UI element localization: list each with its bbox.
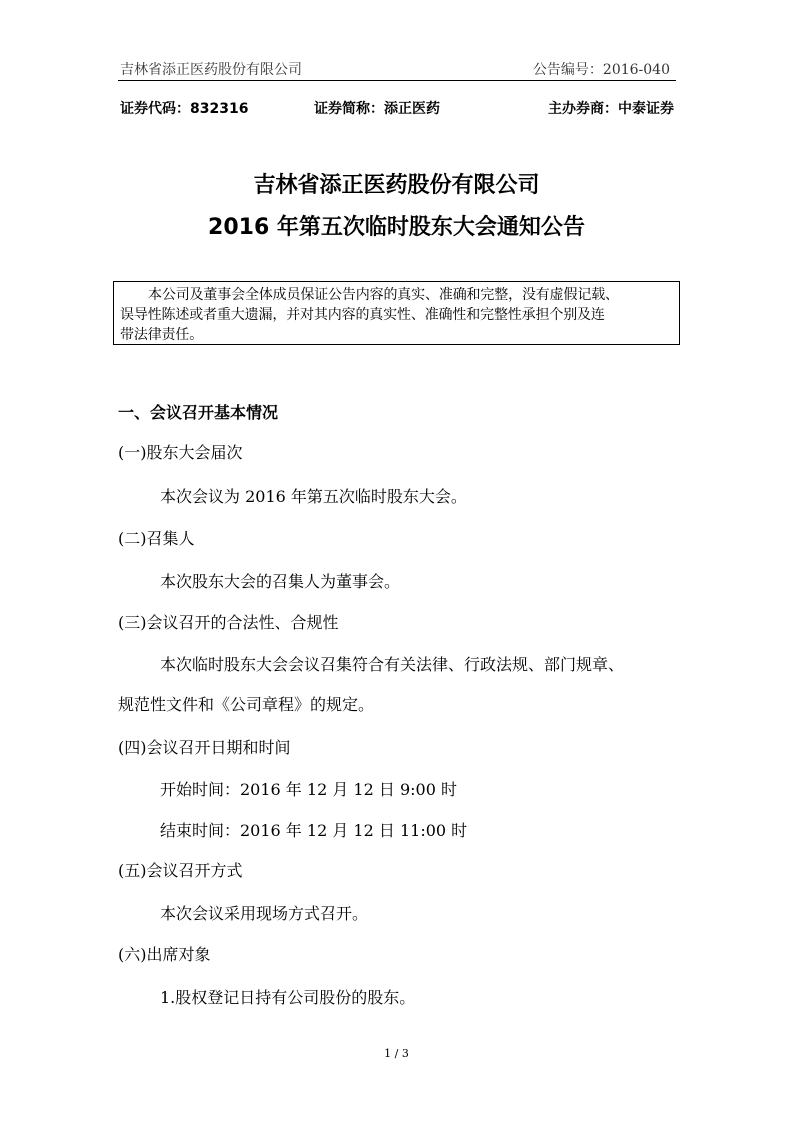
announcement-number: 公告编号：2016-040 (532, 62, 670, 78)
security-code: 证券代码：832316 (120, 101, 249, 117)
subsection-label: (一)股东大会届次 (118, 443, 243, 462)
running-header (118, 58, 676, 81)
paragraph: 1.股权登记日持有公司股份的股东。 (160, 988, 416, 1007)
paragraph: 本次股东大会的召集人为董事会。 (160, 572, 401, 591)
meeting-end-time: 结束时间：2016 年 12 月 12 日 11:00 时 (160, 821, 468, 840)
paragraph-continuation: 规范性文件和《公司章程》的规定。 (118, 695, 375, 714)
disclaimer-line: 带法律责任。 (120, 327, 204, 343)
disclaimer-line: 误导性陈述或者重大遗漏，并对其内容的真实性、准确性和完整性承担个别及连 (120, 307, 605, 323)
securities-info (118, 98, 674, 118)
section-heading: 一、会议召开基本情况 (118, 403, 279, 422)
meeting-start-time: 开始时间：2016 年 12 月 12 日 9:00 时 (160, 780, 457, 799)
security-abbreviation: 证券简称：添正医药 (314, 101, 440, 117)
document-title-notice: 2016 年第五次临时股东大会通知公告 (208, 215, 585, 240)
disclaimer-line: 本公司及董事会全体成员保证公告内容的真实、准确和完整，没有虚假记载、 (148, 287, 619, 303)
subsection-label: (三)会议召开的合法性、合规性 (118, 613, 339, 632)
paragraph: 本次会议采用现场方式召开。 (160, 904, 369, 923)
sponsor-broker: 主办券商：中泰证券 (548, 101, 674, 117)
page-number: 1 / 3 (384, 1047, 409, 1060)
paragraph: 本次临时股东大会会议召集符合有关法律、行政法规、部门规章、 (160, 655, 625, 674)
header-company-name: 吉林省添正医药股份有限公司 (120, 62, 302, 78)
subsection-label: (二)召集人 (118, 529, 195, 548)
paragraph: 本次会议为 2016 年第五次临时股东大会。 (160, 487, 467, 506)
subsection-label: (六)出席对象 (118, 945, 211, 964)
subsection-label: (五)会议召开方式 (118, 861, 243, 880)
subsection-label: (四)会议召开日期和时间 (118, 738, 291, 757)
document-title-company: 吉林省添正医药股份有限公司 (253, 173, 540, 198)
disclaimer-box (113, 281, 680, 345)
